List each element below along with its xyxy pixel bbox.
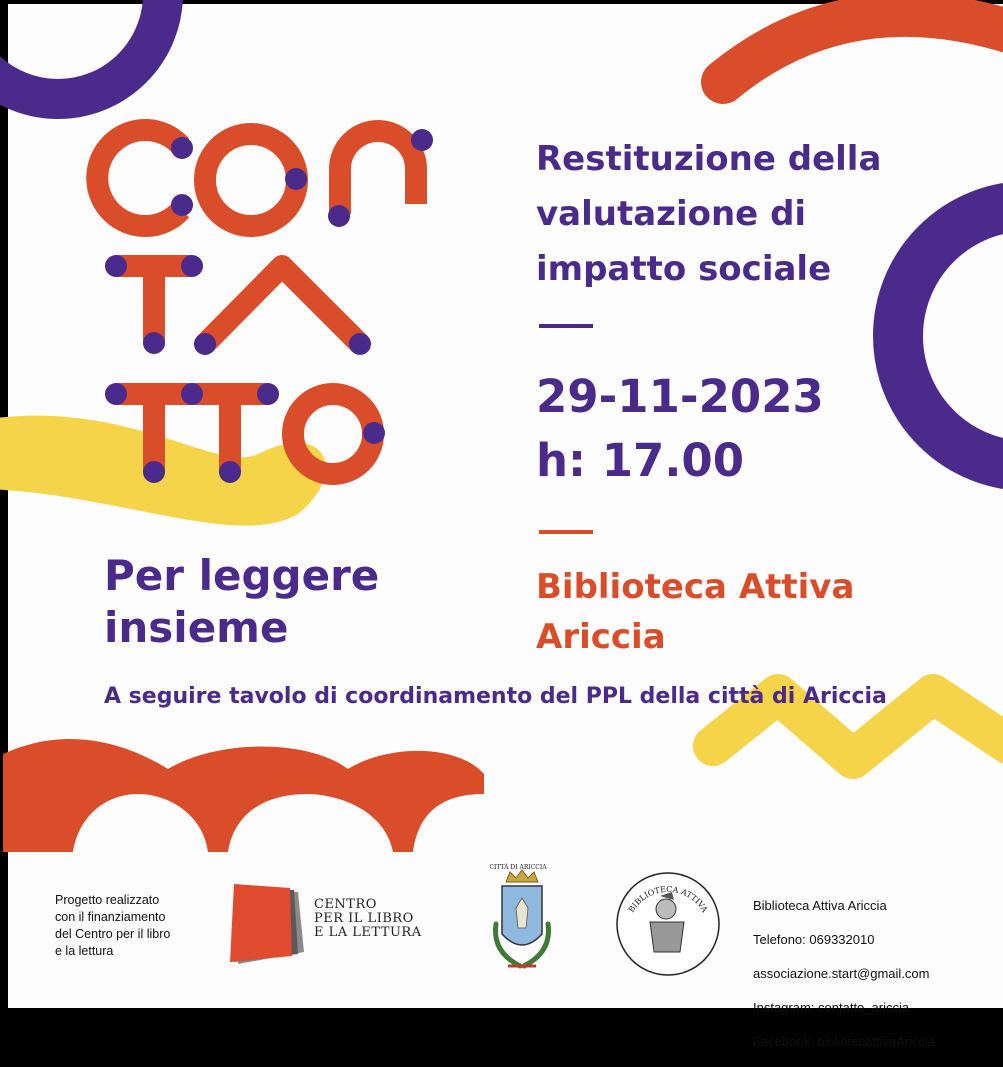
divider-orange bbox=[539, 530, 593, 534]
purple-ring-right bbox=[898, 206, 1003, 466]
cepell-logo-mark bbox=[230, 884, 304, 964]
event-venue bbox=[536, 562, 854, 662]
event-title-line: impatto sociale bbox=[536, 249, 832, 289]
svg-text:BIBLIOTECA ATTIVA bbox=[627, 885, 710, 914]
venue-line: Biblioteca Attiva bbox=[536, 567, 855, 607]
contact-line: Instagram: contatto_ariccia bbox=[753, 1000, 910, 1015]
divider-purple bbox=[539, 324, 593, 328]
event-title bbox=[536, 132, 881, 297]
orange-arc-top-right bbox=[723, 15, 1003, 82]
event-time: h: 17.00 bbox=[536, 434, 745, 487]
contact-line: Telefono: 069332010 bbox=[753, 932, 875, 947]
contatto-logo bbox=[97, 129, 433, 483]
follow-up-note: A seguire tavolo di coordinamento del PPL della città di Ariccia bbox=[104, 684, 887, 709]
contact-line: associazione.start@gmail.com bbox=[753, 966, 930, 981]
event-title-line: Restituzione della bbox=[536, 139, 882, 179]
tagline-line: Per leggere bbox=[104, 551, 380, 600]
event-poster bbox=[8, 4, 1003, 1049]
event-title-line: valutazione di bbox=[536, 194, 807, 234]
purple-arc-top-left bbox=[0, 0, 163, 99]
library-logo-label: BIBLIOTECA ATTIVA bbox=[626, 884, 710, 914]
cepell-logo-text: CENTRO PER IL LIBRO E LA LETTURA bbox=[314, 897, 422, 940]
contacts-block bbox=[753, 880, 935, 1067]
contact-line: Biblioteca Attiva Ariccia bbox=[753, 898, 887, 913]
event-datetime bbox=[536, 365, 824, 493]
funding-note: Progetto realizzato con il finanziamento del Centro per il libro e la lettura bbox=[55, 893, 171, 958]
contact-line: Facebook: bibliotecattivaAriccia bbox=[753, 1034, 936, 1049]
tagline-line: insieme bbox=[104, 603, 289, 652]
tagline bbox=[104, 550, 379, 654]
library-logo-arc-text bbox=[617, 873, 719, 933]
venue-line: Ariccia bbox=[536, 617, 666, 657]
city-seal-label: CITTÀ DI ARICCIA bbox=[489, 864, 547, 871]
event-date: 29-11-2023 bbox=[536, 370, 824, 423]
orange-scallops bbox=[3, 739, 484, 852]
city-seal bbox=[496, 870, 549, 966]
